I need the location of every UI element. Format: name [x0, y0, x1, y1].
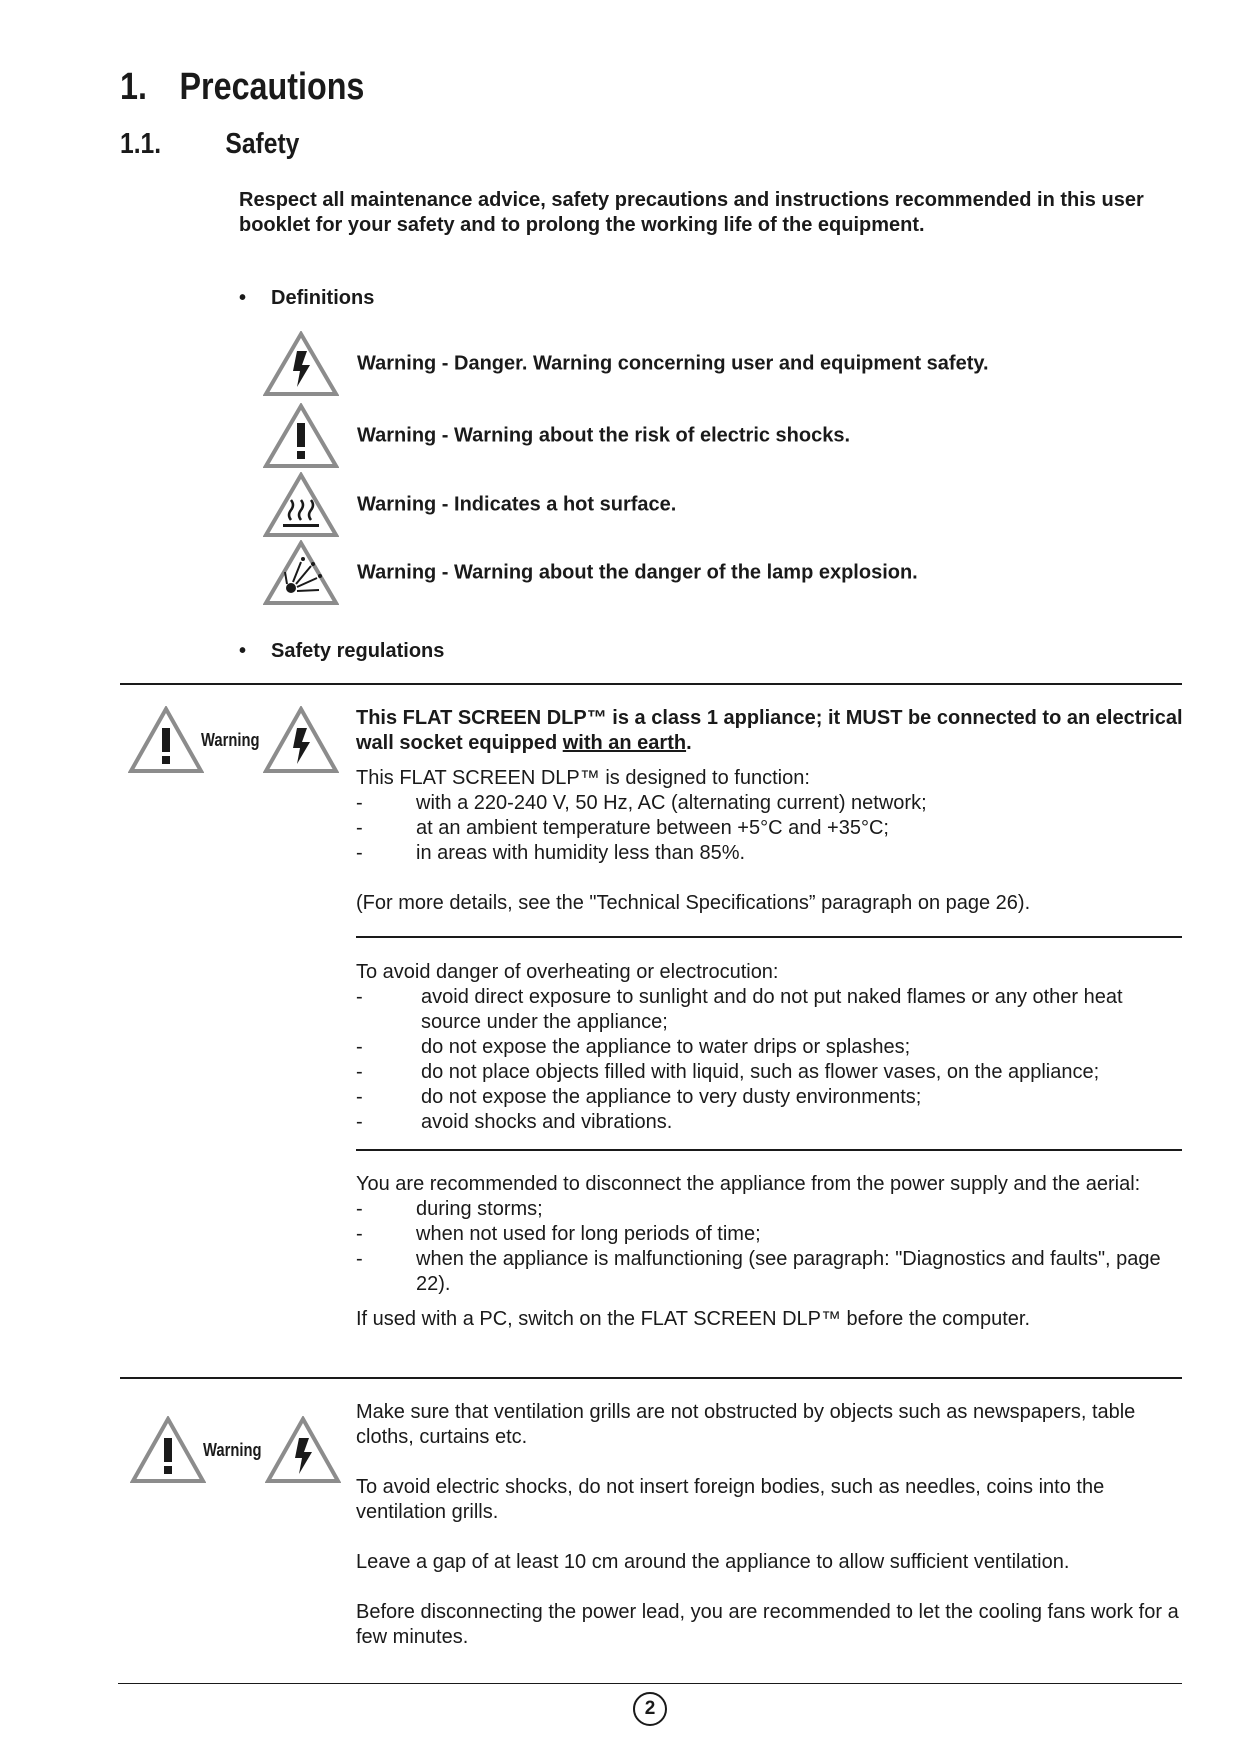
section-title: Precautions [179, 66, 365, 108]
list-item: - do not place objects filled with liquid, such as flower vases, on the appliance; [356, 1061, 1100, 1083]
warning-badge [128, 1416, 343, 1486]
safety-regulations-label: Safety regulations [271, 640, 445, 662]
safety-regulations-bullet: • Safety regulations [239, 640, 445, 662]
page-number: 2 [633, 1692, 667, 1726]
definition-row [263, 403, 851, 469]
block-note: If used with a PC, switch on the FLAT SCREEN DLP™ before the computer. [356, 1308, 1031, 1330]
safety-block-ventilation [356, 1400, 1186, 1650]
block-intro: You are recommended to disconnect the appliance from the power supply and the aerial: [356, 1173, 1141, 1195]
list-item: - when the appliance is malfunctioning (see paragraph: "Diagnostics and faults", page 22). [356, 1248, 1161, 1295]
intro-paragraph: Respect all maintenance advice, safety precautions and instructions recommended in this user booklet for your safety and to prolong the working life of the equipment. [239, 189, 1144, 236]
definition-text: Warning - Indicates a hot surface. [357, 493, 677, 516]
footer-divider [118, 1683, 1182, 1684]
list-item: - do not expose the appliance to very dusty environments; [356, 1086, 922, 1108]
lightning-warning-icon [263, 706, 339, 774]
list-item: - when not used for long periods of time; [356, 1223, 761, 1245]
warning-label: Warning [201, 730, 260, 750]
list-item: - do not expose the appliance to water drips or splashes; [356, 1036, 911, 1058]
paragraph: Leave a gap of at least 10 cm around the appliance to allow sufficient ventilation. [356, 1551, 1070, 1573]
definition-text: Warning - Danger. Warning concerning user and equipment safety. [357, 352, 989, 375]
explosion-warning-icon [263, 540, 339, 606]
section-divider [120, 683, 1182, 685]
exclamation-warning-icon [130, 1416, 206, 1484]
list-item: - with a 220-240 V, 50 Hz, AC (alternating current) network; [356, 792, 927, 814]
warning-label: Warning [203, 1440, 262, 1460]
list-item: - in areas with humidity less than 85%. [356, 842, 746, 864]
paragraph: Before disconnecting the power lead, you are recommended to let the cooling fans work for a few minutes. [356, 1601, 1179, 1648]
definition-row [263, 540, 918, 606]
list-item: - during storms; [356, 1198, 543, 1220]
exclamation-warning-icon [263, 403, 339, 469]
block-intro: To avoid danger of overheating or electrocution: [356, 961, 779, 983]
list-item: - at an ambient temperature between +5°C and +35°C; [356, 817, 889, 839]
lightning-warning-icon [263, 331, 339, 397]
lightning-warning-icon [265, 1416, 341, 1484]
definitions-label: Definitions [271, 287, 375, 309]
block-divider [356, 936, 1182, 938]
list-item: - avoid shocks and vibrations. [356, 1111, 673, 1133]
safety-block-class1 [356, 706, 1186, 916]
warning-badge [128, 706, 343, 776]
block-intro: This FLAT SCREEN DLP™ is designed to function: [356, 767, 810, 789]
subsection-number: 1.1. [120, 128, 162, 160]
definition-text: Warning - Warning about the risk of electric shocks. [357, 424, 851, 447]
subsection-title: Safety [225, 128, 300, 160]
definition-row [263, 472, 677, 538]
block-note: (For more details, see the "Technical Specifications” paragraph on page 26). [356, 892, 1031, 914]
safety-block-overheating [356, 960, 1186, 1135]
subsection-heading [120, 128, 299, 161]
exclamation-warning-icon [128, 706, 204, 774]
definitions-bullet: • Definitions [239, 287, 375, 309]
class1-statement: This FLAT SCREEN DLP™ is a class 1 appliance; it MUST be connected to an electrical wall socket equipped with an earth. [356, 707, 1183, 754]
page-title [120, 66, 364, 109]
definition-text: Warning - Warning about the danger of the lamp explosion. [357, 561, 918, 584]
section-number: 1. [120, 66, 147, 108]
list-item: - avoid direct exposure to sunlight and do not put naked flames or any other heat source under the appliance; [356, 986, 1123, 1033]
paragraph: Make sure that ventilation grills are not obstructed by objects such as newspapers, table cloths, curtains etc. [356, 1401, 1136, 1448]
paragraph: To avoid electric shocks, do not insert foreign bodies, such as needles, coins into the ventilation grills. [356, 1476, 1105, 1523]
definition-row [263, 331, 989, 397]
hot-surface-warning-icon [263, 472, 339, 538]
safety-block-disconnect [356, 1172, 1186, 1332]
section-divider [120, 1377, 1182, 1379]
block-divider [356, 1149, 1182, 1151]
